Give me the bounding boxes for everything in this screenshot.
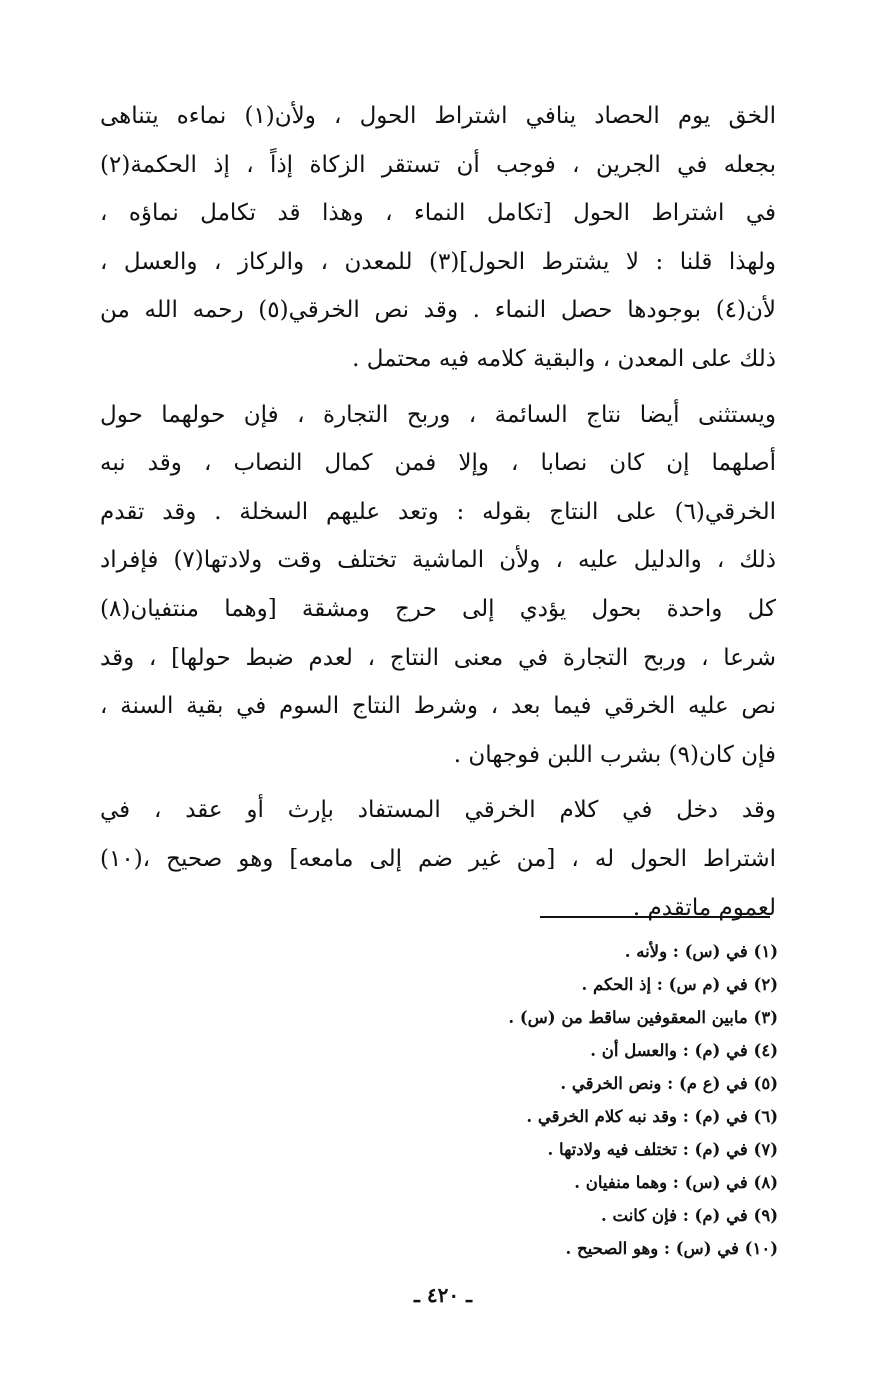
footnote: (٣) مابين المعقوفين ساقط من (س) . <box>508 1008 778 1027</box>
text-line: اشتراط الحول له ، [من غير ضم إلى مامعه] وهو صحيح ،(١٠) <box>100 845 776 872</box>
footnote-divider <box>540 916 770 918</box>
text-line: بجعله في الجرين ، فوجب أن تستقر الزكاة إذاً ، إذ الحكمة(٢) <box>100 151 776 178</box>
text-line: ويستثنى أيضا نتاج السائمة ، وربح التجارة ، فإن حولهما حول <box>100 401 776 428</box>
footnote: (٥) في (ع م) : ونص الخرقي . <box>560 1074 778 1093</box>
footnote: (٩) في (م) : فإن كانت . <box>601 1206 778 1225</box>
text-line: كل واحدة بحول يؤدي إلى حرج ومشقة [وهما منتفيان(٨) <box>100 595 776 622</box>
text-line: في اشتراط الحول [تكامل النماء ، وهذا قد تكامل نماؤه ، <box>100 200 776 227</box>
text-line: شرعا ، وربح التجارة في معنى النتاج ، لعدم ضبط حولها] ، وقد <box>100 644 776 671</box>
footnote: (٦) في (م) : وقد نبه كلام الخرقي . <box>526 1107 778 1126</box>
text-line: أصلهما إن كان نصابا ، وإلا فمن كمال النصاب ، وقد نبه <box>100 450 776 477</box>
paragraph-2 <box>100 391 776 780</box>
text-line: الخق يوم الحصاد ينافي اشتراط الحول ، ولأن(١) نماءه يتناهى <box>100 103 776 129</box>
footnote: (٤) في (م) : والعسل أن . <box>590 1041 778 1060</box>
main-text <box>100 92 776 932</box>
paragraph-3 <box>100 786 776 932</box>
paragraph-1 <box>100 92 776 384</box>
footnotes <box>338 935 778 1265</box>
text-line: وقد دخل في كلام الخرقي المستفاد بإرث أو عقد ، في <box>100 797 776 824</box>
text-line: لأن(٤) بوجودها حصل النماء . وقد نص الخرقي(٥) رحمه الله من <box>100 297 776 324</box>
text-line: ذلك ، والدليل عليه ، ولأن الماشية تختلف وقت ولادتها(٧) فإفراد <box>100 547 776 574</box>
footnote: (٧) في (م) : تختلف فيه ولادتها . <box>547 1140 778 1159</box>
text-line: فإن كان(٩) بشرب اللبن فوجهان . <box>453 741 776 768</box>
footnote: (٨) في (س) : وهما منفيان . <box>574 1173 778 1192</box>
text-line: ولهذا قلنا : لا يشترط الحول](٣) للمعدن ، والركاز ، والعسل ، <box>100 248 776 275</box>
text-line: لعموم ماتقدم . <box>632 894 776 921</box>
text-line: ذلك على المعدن ، والبقية كلامه فيه محتمل . <box>352 345 776 372</box>
page-number: ـ ٤٢٠ ـ <box>414 1283 472 1307</box>
text-line: الخرقي(٦) على النتاج بقوله : وتعد عليهم السخلة . وقد تقدم <box>100 498 776 525</box>
text-line: نص عليه الخرقي فيما بعد ، وشرط النتاج السوم في بقية السنة ، <box>100 693 776 720</box>
footnote: (١) في (س) : ولأنه . <box>624 942 778 961</box>
footnote: (٢) في (م س) : إذ الحكم . <box>581 975 778 994</box>
footnote: (١٠) في (س) : وهو الصحيح . <box>565 1239 778 1258</box>
